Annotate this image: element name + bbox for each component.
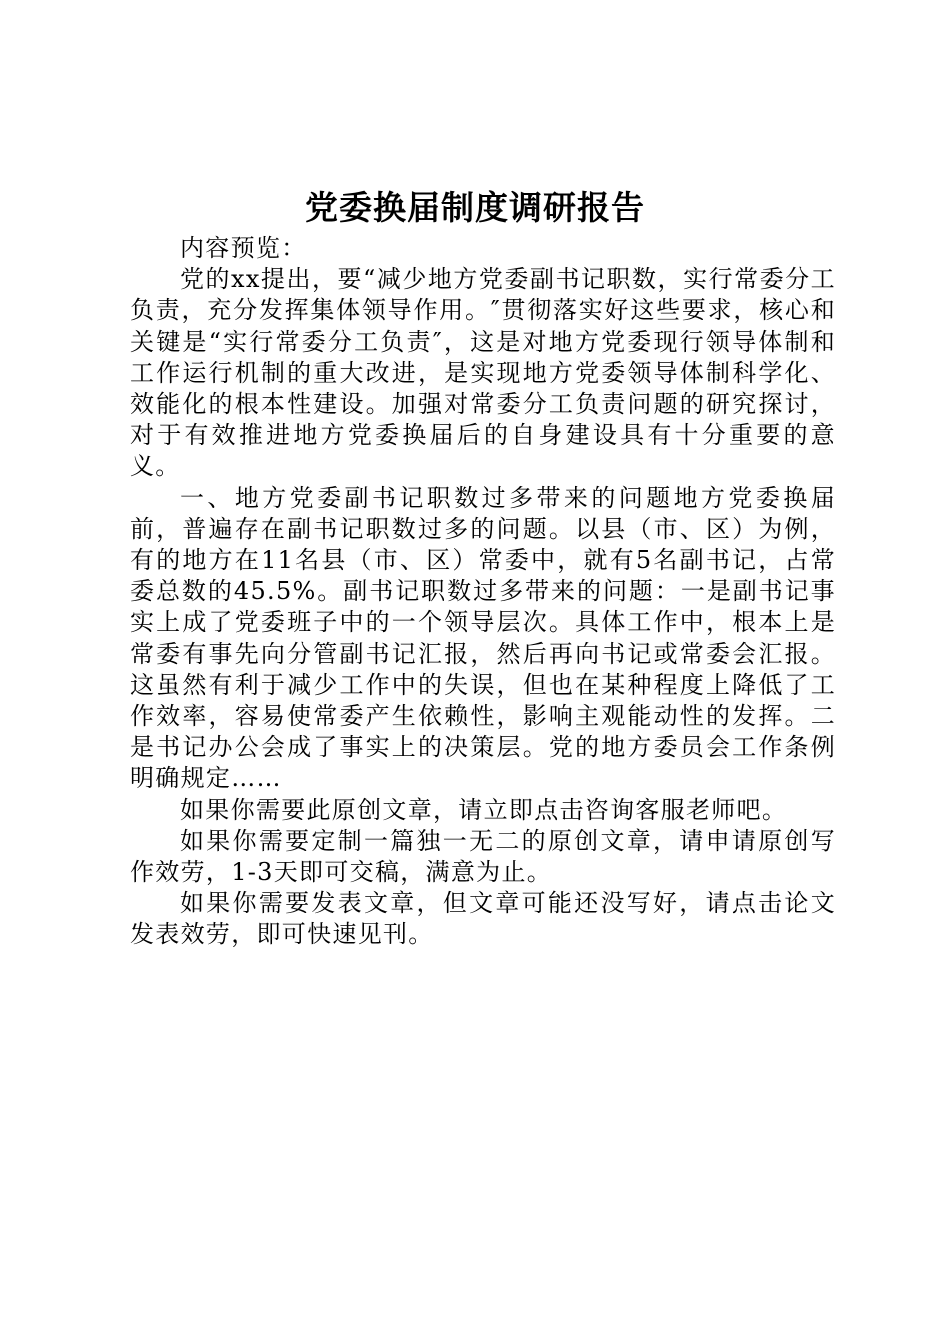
intro-paragraph: 党的xx提出，要“减少地方党委副书记职数，实行常委分工负责，充分发挥集体领导作用。″贯彻落实好这些要求，核心和关键是“实行常委分工负责″，这是对地方党委现行领导体制和工作运行机制的重大改进，是实现地方党委领导体制科学化、效能化的根本性建设。加强对常委分工负责问题的研究探讨，对于有效推进地方党委换届后的自身建设具有十分重要的意义。	[130, 265, 836, 481]
document-title: 党委换届制度调研报告	[305, 188, 645, 227]
promo-paragraph-custom-writing: 如果你需要定制一篇独一无二的原创文章，请申请原创写作效劳，1-3天即可交稿，满意为止。	[130, 826, 836, 887]
section-one-paragraph: 一、地方党委副书记职数过多带来的问题地方党委换届前，普遍存在副书记职数过多的问题。以县（市、区）为例，有的地方在11名县（市、区）常委中，就有5名副书记，占常委总数的45.5%。副书记职数过多带来的问题：一是副书记事实上成了党委班子中的一个领导层次。具体工作中，根本上是常委有事先向分管副书记汇报，然后再向书记或常委会汇报。这虽然有利于减少工作中的失误，但也在某种程度上降低了工作效率，容易使常委产生依赖性，影响主观能动性的发挥。二是书记办公会成了事实上的决策层。党的地方委员会工作条例明确规定……	[130, 483, 836, 793]
preview-label: 内容预览：	[180, 234, 307, 262]
document-body	[130, 233, 836, 951]
promo-paragraph-consult: 如果你需要此原创文章，请立即点击咨询客服老师吧。	[180, 795, 788, 824]
promo-paragraph-publishing: 如果你需要发表文章，但文章可能还没写好，请点击论文发表效劳，即可快速见刊。	[130, 889, 836, 949]
